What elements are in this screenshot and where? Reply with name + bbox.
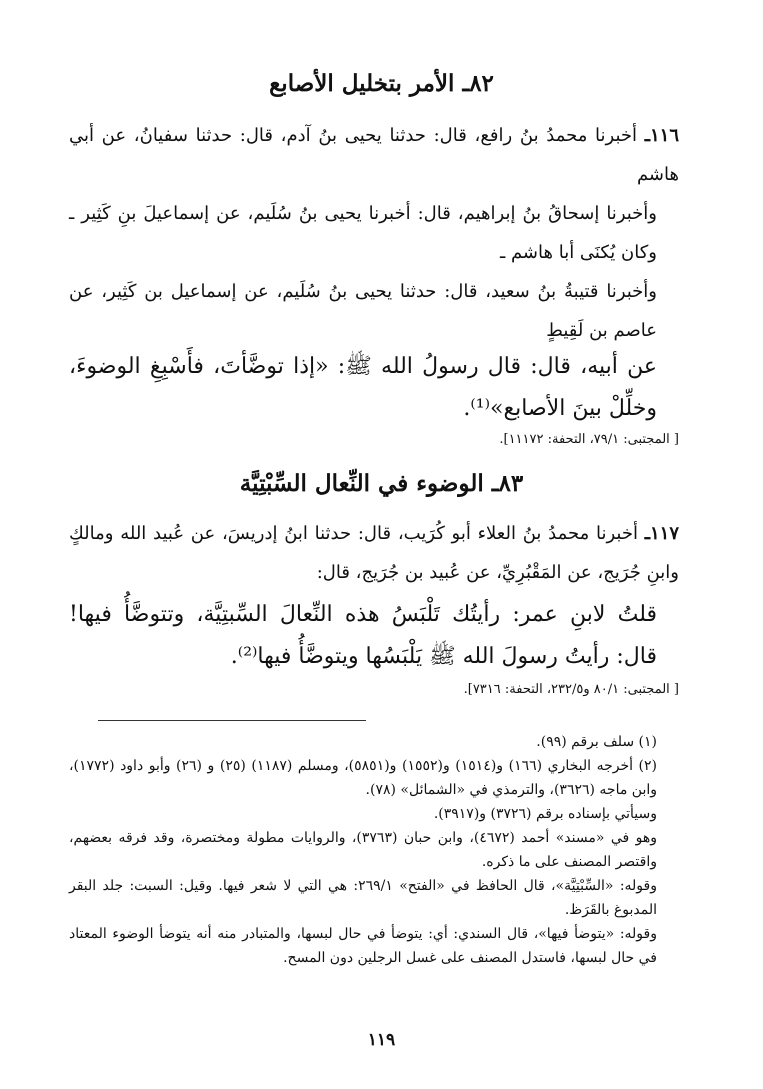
hadith-116 [69,116,679,194]
reference-text: [ المجتبى: ٧٩/١، التحفة: ١١١٧٢]. [499,432,679,447]
matn-text: عن أبيه، قال: قال رسولُ الله ﷺ: «إذا توضَّأتَ، فأَسْبِغِ الوضوءَ، وخلِّلْ بينَ الأصابع»⁽¹⁾. [69,354,657,421]
hadith-117-isnad [69,514,679,592]
matn-text: قلتُ لابنِ عمر: رأيتُك تَلْبَسُ هذه النِّعالَ السِّبتِيَّة، وتتوضَّأُ فيها! قال: رأيتُ رسولَ الله ﷺ يَلْبَسُها ويتوضَّأُ فيها⁽²⁾. [69,602,657,669]
chapter-heading-82: ٨٢ـ الأمر بتخليل الأصابع [269,70,494,97]
matn-paragraph-1 [69,346,679,430]
footnote-2-continuation: وقوله: «السِّبْتِيَّة»، قال الحافظ في «الفتح» ٢٦٩/١: هي التي لا شعر فيها. وقيل: السبت: جلد البقر المدبوغ بالقَرَظ. [69,878,657,918]
hadith-117 [69,514,679,592]
hadith-text: أخبرنا محمدُ بنُ رافع، قال: حدثنا يحيى بنُ آدم، قال: حدثنا سفيانُ، عن أبي هاشم [69,125,679,185]
chapter-heading-83: ٨٣ـ الوضوء في النِّعال السِّبْتِيَّة [239,470,524,497]
reference-text: [ المجتبى: ٨٠/١ و٢٣٢/٥، التحفة: ٧٣١٦]. [463,682,679,697]
footnote-2: (٢) أخرجه البخاري (١٦٦) و(١٥١٤) و(١٥٥٢) و(٥٨٥١)، ومسلم (١١٨٧) (٢٥) و (٢٦) وأبو داود (١٧٧٢)، وابن ماجه (٣٦٢٦)، والترمذي في «الشمائل» (٧٨). [69,758,658,798]
matn-paragraph-2 [69,594,679,678]
hadith-number: ١١٧ـ [644,523,679,544]
isnad-text: وأخبرنا إسحاقُ بنُ إبراهيم، قال: أخبرنا يحيى بنُ سُلَيم، عن إسماعيلَ بنِ كَثِير ـ وكان يُكنَى أبا هاشم ـ [69,203,657,263]
hadith-116-isnad [69,116,679,194]
footnote-separator [98,720,366,721]
hadith-number: ١١٦ـ [644,125,679,146]
footnote-1: (١) سلف برقم (٩٩). [536,734,657,750]
hadith-text: أخبرنا محمدُ بنُ العلاء أبو كُرَيب، قال: حدثنا ابنُ إدريسَ، عن عُبيد الله ومالكٍ وابنِ جُرَيج، عن المَقْبُرِيِّ، عن عُبيد بن جُرَيج، قال: [69,523,679,583]
isnad-text: وأخبرنا قتيبةُ بنُ سعيد، قال: حدثنا يحيى بنُ سُلَيم، عن إسماعيل بن كَثِير، عن عاصم بن لَقِيطٍ [69,281,657,341]
isnad-paragraph-2 [69,194,679,272]
reference-1 [69,430,679,450]
page-number: ١١٩ [367,1030,396,1050]
reference-2 [69,680,679,700]
footnote-2-continuation: وسيأتي بإسناده برقم (٣٧٢٦) و(٣٩١٧). [433,806,657,822]
footnote-2-continuation: وهو في «مسند» أحمد (٤٦٧٢)، وابن حبان (٣٧٦٣)، والروايات مطولة ومختصرة، وقد فرقه بعضهم، واقتصر المصنف على ما ذكره. [69,830,657,870]
isnad-paragraph-3 [69,272,679,350]
footnotes [69,730,679,970]
footnote-2-continuation: وقوله: «يتوضأ فيها»، قال السندي: أي: يتوضأ في حال لبسها، والمتبادر منه أنه يتوضأ الوضوء المعتاد في حال لبسها، فاستدل المصنف على غسل الرجلين دون المسح. [69,926,657,966]
